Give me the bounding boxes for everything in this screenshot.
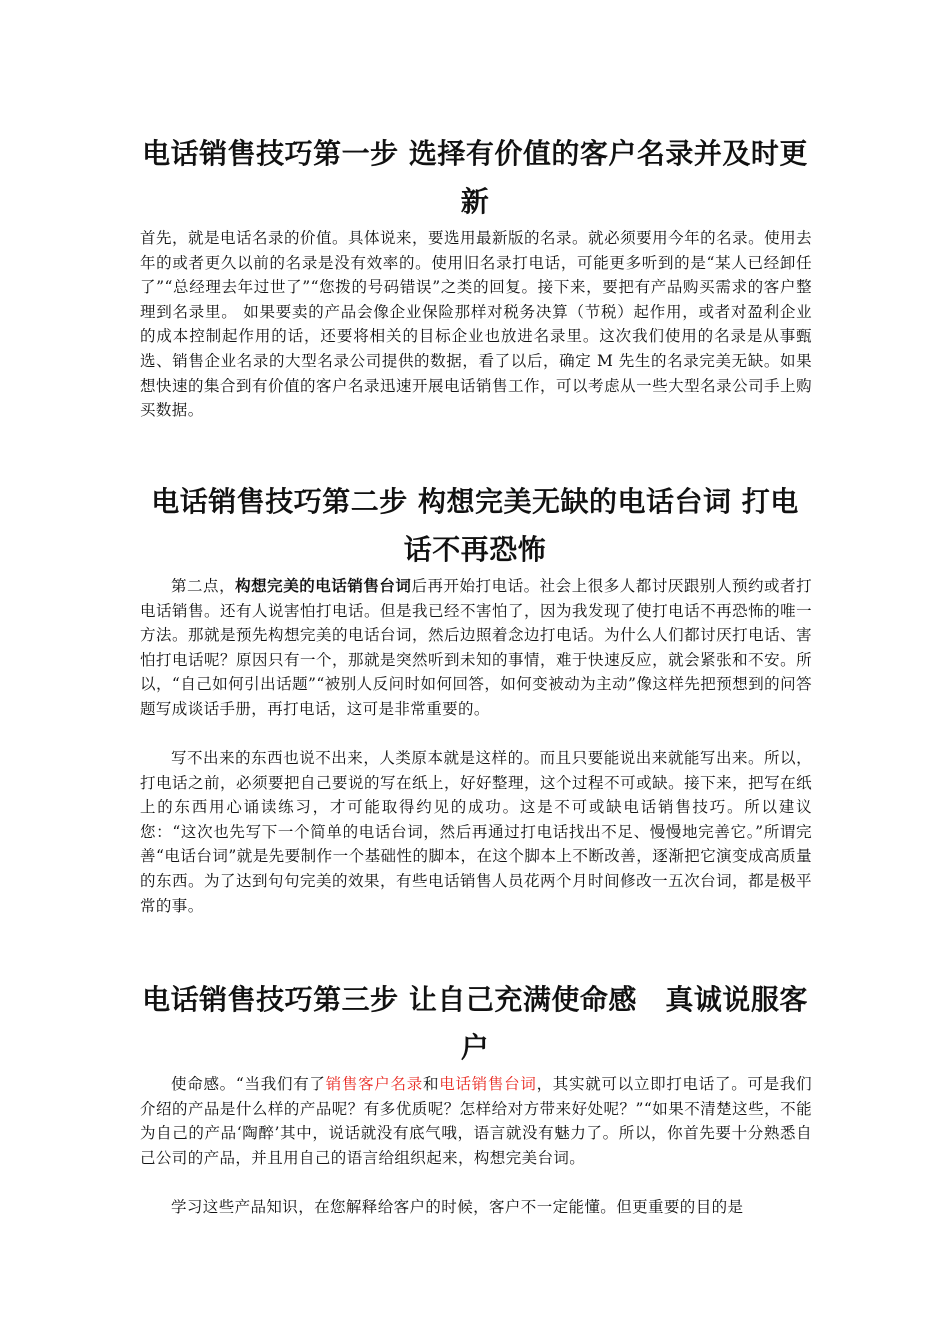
section-3-p1-prefix: 使命感。“当我们有了 <box>171 1075 326 1093</box>
section-2-p1-bold-phrase: 构想完美的电话销售台词 <box>235 577 412 595</box>
section-3-p1-mid: 和 <box>422 1075 440 1093</box>
link-sales-customer-list[interactable]: 销售客户名录 <box>325 1075 423 1093</box>
section-1-paragraph: 首先，就是电话名录的价值。具体说来，要选用最新版的名录。就必须要用今年的名录。使用去年的或者更久以前的名录是没有效率的。使用旧名录打电话，可能更多听到的是“某人已经卸任了”“总经理去年过世了”“您拨的号码错误”之类的回复。接下来，要把有产品购买需求的客户整理到名录里。 如果要卖的产品会像企业保险那样对税务决算（节税）起作用，或者对盈利企业的成本控制起作用的话，还要将相关的目标企业也放进名录里。这次我们使用的名录是从事甄选、销售企业名录的大型名录公司提供的数据，看了以后，确定 M 先生的名录完美无缺。如果想快速的集合到有价值的客户名录迅速开展电话销售工作，可以考虑从一些大型名录公司手上购买数据。 <box>140 229 812 420</box>
section-2-paragraph-2: 写不出来的东西也说不出来，人类原本就是这样的。而且只要能说出来就能写出来。所以，打电话之前，必须要把自己要说的写在纸上，好好整理，这个过程不可或缺。接下来，把写在纸上的东西用心诵读练习，才可能取得约见的成功。这是不可或缺电话销售技巧。所以建议您：“这次也先写下一个简单的电话台词，然后再通过打电话找出不足、慢慢地完善它。”所谓完善“电话台词”就是先要制作一个基础性的脚本，在这个脚本上不断改善，逐渐把它演变成高质量的东西。为了达到句句完美的效果，有些电话销售人员花两个月时间修改一五次台词，都是极平常的事。 <box>140 749 812 915</box>
section-3-heading: 电话销售技巧第三步 让自己充满使命感 真诚说服客户 <box>142 983 808 1064</box>
link-telesales-script[interactable]: 电话销售台词 <box>439 1075 537 1093</box>
section-2-paragraph-1 <box>140 574 812 722</box>
section-2-p1-prefix: 第二点， <box>171 577 236 595</box>
section-2-p1-rest: 后再开始打电话。社会上很多人都讨厌跟别人预约或者打电话销售。还有人说害怕打电话。但是我已经不害怕了，因为我发现了使打电话不再恐怖的唯一方法。那就是预先构想完美的电话台词，然后边照着念边打电话。为什么人们都讨厌打电话、害怕打电话呢？原因只有一个，那就是突然听到未知的事情，难于快速反应，就会紧张和不安。所以，“自己如何引出话题”“被别人反问时如何回答，如何变被动为主动”像这样先把预想到的问答题写成谈话手册，再打电话，这可是非常重要的。 <box>140 577 812 718</box>
section-3-paragraph-2: 学习这些产品知识，在您解释给客户的时候，客户不一定能懂。但更重要的目的是 <box>171 1198 744 1216</box>
section-2-heading: 电话销售技巧第二步 构想完美无缺的电话台词 打电话不再恐怖 <box>151 485 799 566</box>
section-1-heading: 电话销售技巧第一步 选择有价值的客户名录并及时更新 <box>142 137 808 218</box>
section-3-p1-rest: ，其实就可以立即打电话了。可是我们介绍的产品是什么样的产品呢？有多优质呢？怎样给对方带来好处呢？”“如果不清楚这些，不能为自己的产品‘陶醉’其中，说话就没有底气哦，语言就没有魅力了。所以，你首先要十分熟悉自己公司的产品，并且用自己的语言给组织起来，构想完美台词。 <box>140 1075 813 1167</box>
section-3-paragraph-1 <box>140 1072 812 1170</box>
